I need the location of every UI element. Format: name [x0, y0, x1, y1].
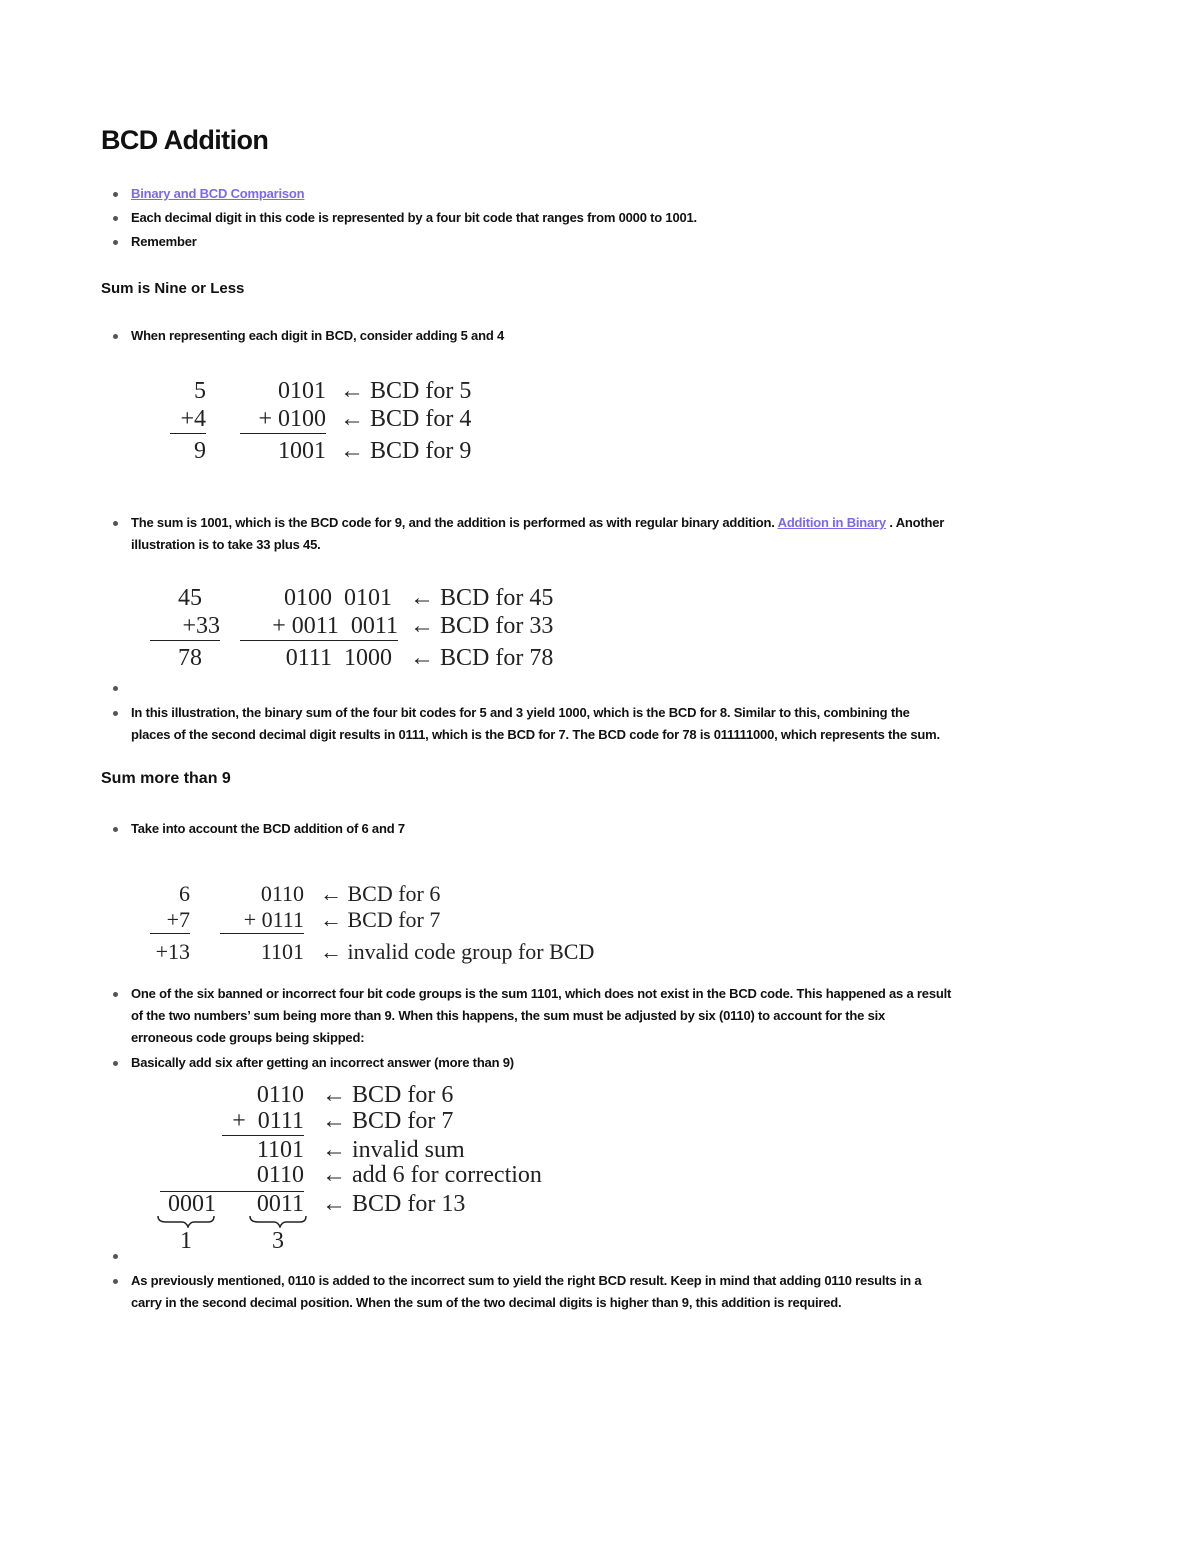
bcd-label: ← invalid code group for BCD: [320, 939, 595, 964]
list-item: [131, 183, 304, 205]
list-bullet: [113, 521, 118, 526]
binary-bcd-comparison-link[interactable]: Binary and BCD Comparison: [131, 186, 305, 201]
corrected-sum: 0011: [256, 1191, 304, 1217]
list-item: Take into account the BCD addition of 6 and 7: [131, 821, 405, 836]
decimal-operand: 6: [179, 881, 190, 906]
decimal-operand: +7: [150, 907, 190, 934]
binary-sum: 1001: [278, 438, 326, 464]
bcd-label: ← BCD for 13: [322, 1191, 466, 1217]
decimal-operand: +4: [170, 406, 206, 434]
binary-operand: + 0100: [240, 406, 326, 434]
list-bullet: [113, 334, 118, 339]
binary-operand: + 0011 0011: [240, 613, 398, 641]
binary-operand: + 0111: [222, 1108, 304, 1136]
list-item-continuation: erroneous code groups being skipped:: [131, 1030, 365, 1045]
list-bullet: [113, 240, 118, 245]
bcd-label: ← add 6 for correction: [322, 1162, 542, 1188]
bcd-label: ← BCD for 6: [320, 881, 441, 906]
list-item-continuation: places of the second decimal digit results in 0111, which is the BCD for 7. The BCD code for 78 is 011111000, which represents the sum.: [131, 727, 940, 742]
list-item: Remember: [131, 234, 197, 249]
list-bullet: [113, 711, 118, 716]
empty-list-bullet: [113, 686, 118, 691]
bcd-label: ← BCD for 7: [322, 1108, 454, 1134]
binary-operand: 0101: [278, 378, 326, 404]
decimal-operand: 5: [194, 378, 206, 404]
list-item-text: . Another: [885, 515, 945, 530]
list-item: One of the six banned or incorrect four bit code groups is the sum 1101, which does not exist in the BCD code. This happened as a result: [131, 986, 952, 1001]
carry-digit-group: 0001: [168, 1191, 216, 1217]
decimal-sum: +13: [155, 939, 190, 964]
list-item: In this illustration, the binary sum of the four bit codes for 5 and 3 yield 1000, which is the BCD for 8. Similar to this, combining the: [131, 705, 910, 720]
binary-operand: 0110: [256, 1082, 304, 1108]
bcd-label: ← BCD for 33: [410, 613, 554, 639]
section-heading: Sum is Nine or Less: [101, 280, 245, 297]
bcd-label: ← BCD for 9: [340, 438, 472, 464]
binary-operand: 0110: [260, 881, 304, 906]
decimal-digit-ones: 3: [272, 1228, 284, 1254]
binary-sum: 1101: [260, 939, 304, 964]
binary-operand: + 0111: [220, 907, 304, 934]
bcd-label: ← BCD for 6: [322, 1082, 454, 1108]
addition-in-binary-link[interactable]: Addition in Binary: [777, 515, 886, 530]
list-item: Each decimal digit in this code is represented by a four bit code that ranges from 0000 to 1001.: [131, 210, 697, 225]
decimal-operand: 45: [178, 585, 202, 611]
decimal-sum: 9: [194, 438, 206, 464]
list-item-continuation: of the two numbers’ sum being more than 9. When this happens, the sum must be adjusted by six (0110) to account for the six: [131, 1008, 886, 1023]
bcd-label: ← BCD for 45: [410, 585, 554, 611]
list-bullet: [113, 1279, 118, 1284]
invalid-binary-sum: 1101: [256, 1137, 304, 1163]
bcd-label: ← BCD for 7: [320, 907, 441, 932]
list-bullet: [113, 216, 118, 221]
list-item: [131, 512, 944, 534]
decimal-digit-tens: 1: [180, 1228, 192, 1254]
section-heading: Sum more than 9: [101, 770, 231, 787]
list-item-continuation: illustration is to take 33 plus 45.: [131, 537, 321, 552]
underbrace-icon: [158, 1216, 214, 1227]
list-bullet: [113, 827, 118, 832]
list-item: Basically add six after getting an incorrect answer (more than 9): [131, 1055, 514, 1070]
bcd-label: ← BCD for 78: [410, 645, 554, 671]
list-item-text: The sum is 1001, which is the BCD code for 9, and the addition is performed as with regular binary addition.: [131, 515, 778, 530]
bcd-label: ← BCD for 4: [340, 406, 472, 432]
list-item: As previously mentioned, 0110 is added to the incorrect sum to yield the right BCD result. Keep in mind that adding 0110 results in a: [131, 1273, 922, 1288]
underbrace-icon: [250, 1216, 306, 1227]
binary-operand: 0100 0101: [284, 585, 392, 611]
page-title: BCD Addition: [101, 125, 269, 155]
list-item-continuation: carry in the second decimal position. When the sum of the two decimal digits is higher than 9, this addition is required.: [131, 1295, 842, 1310]
bcd-label: ← invalid sum: [322, 1137, 465, 1163]
decimal-operand: +33: [150, 613, 220, 641]
bcd-label: ← BCD for 5: [340, 378, 472, 404]
binary-sum: 0111 1000: [285, 645, 392, 671]
list-bullet: [113, 1061, 118, 1066]
empty-list-bullet: [113, 1254, 118, 1259]
list-bullet: [113, 192, 118, 197]
list-bullet: [113, 992, 118, 997]
decimal-sum: 78: [178, 645, 202, 671]
correction-value: 0110: [256, 1162, 304, 1188]
underbrace-icons: [156, 1214, 312, 1228]
list-item: When representing each digit in BCD, consider adding 5 and 4: [131, 328, 504, 343]
